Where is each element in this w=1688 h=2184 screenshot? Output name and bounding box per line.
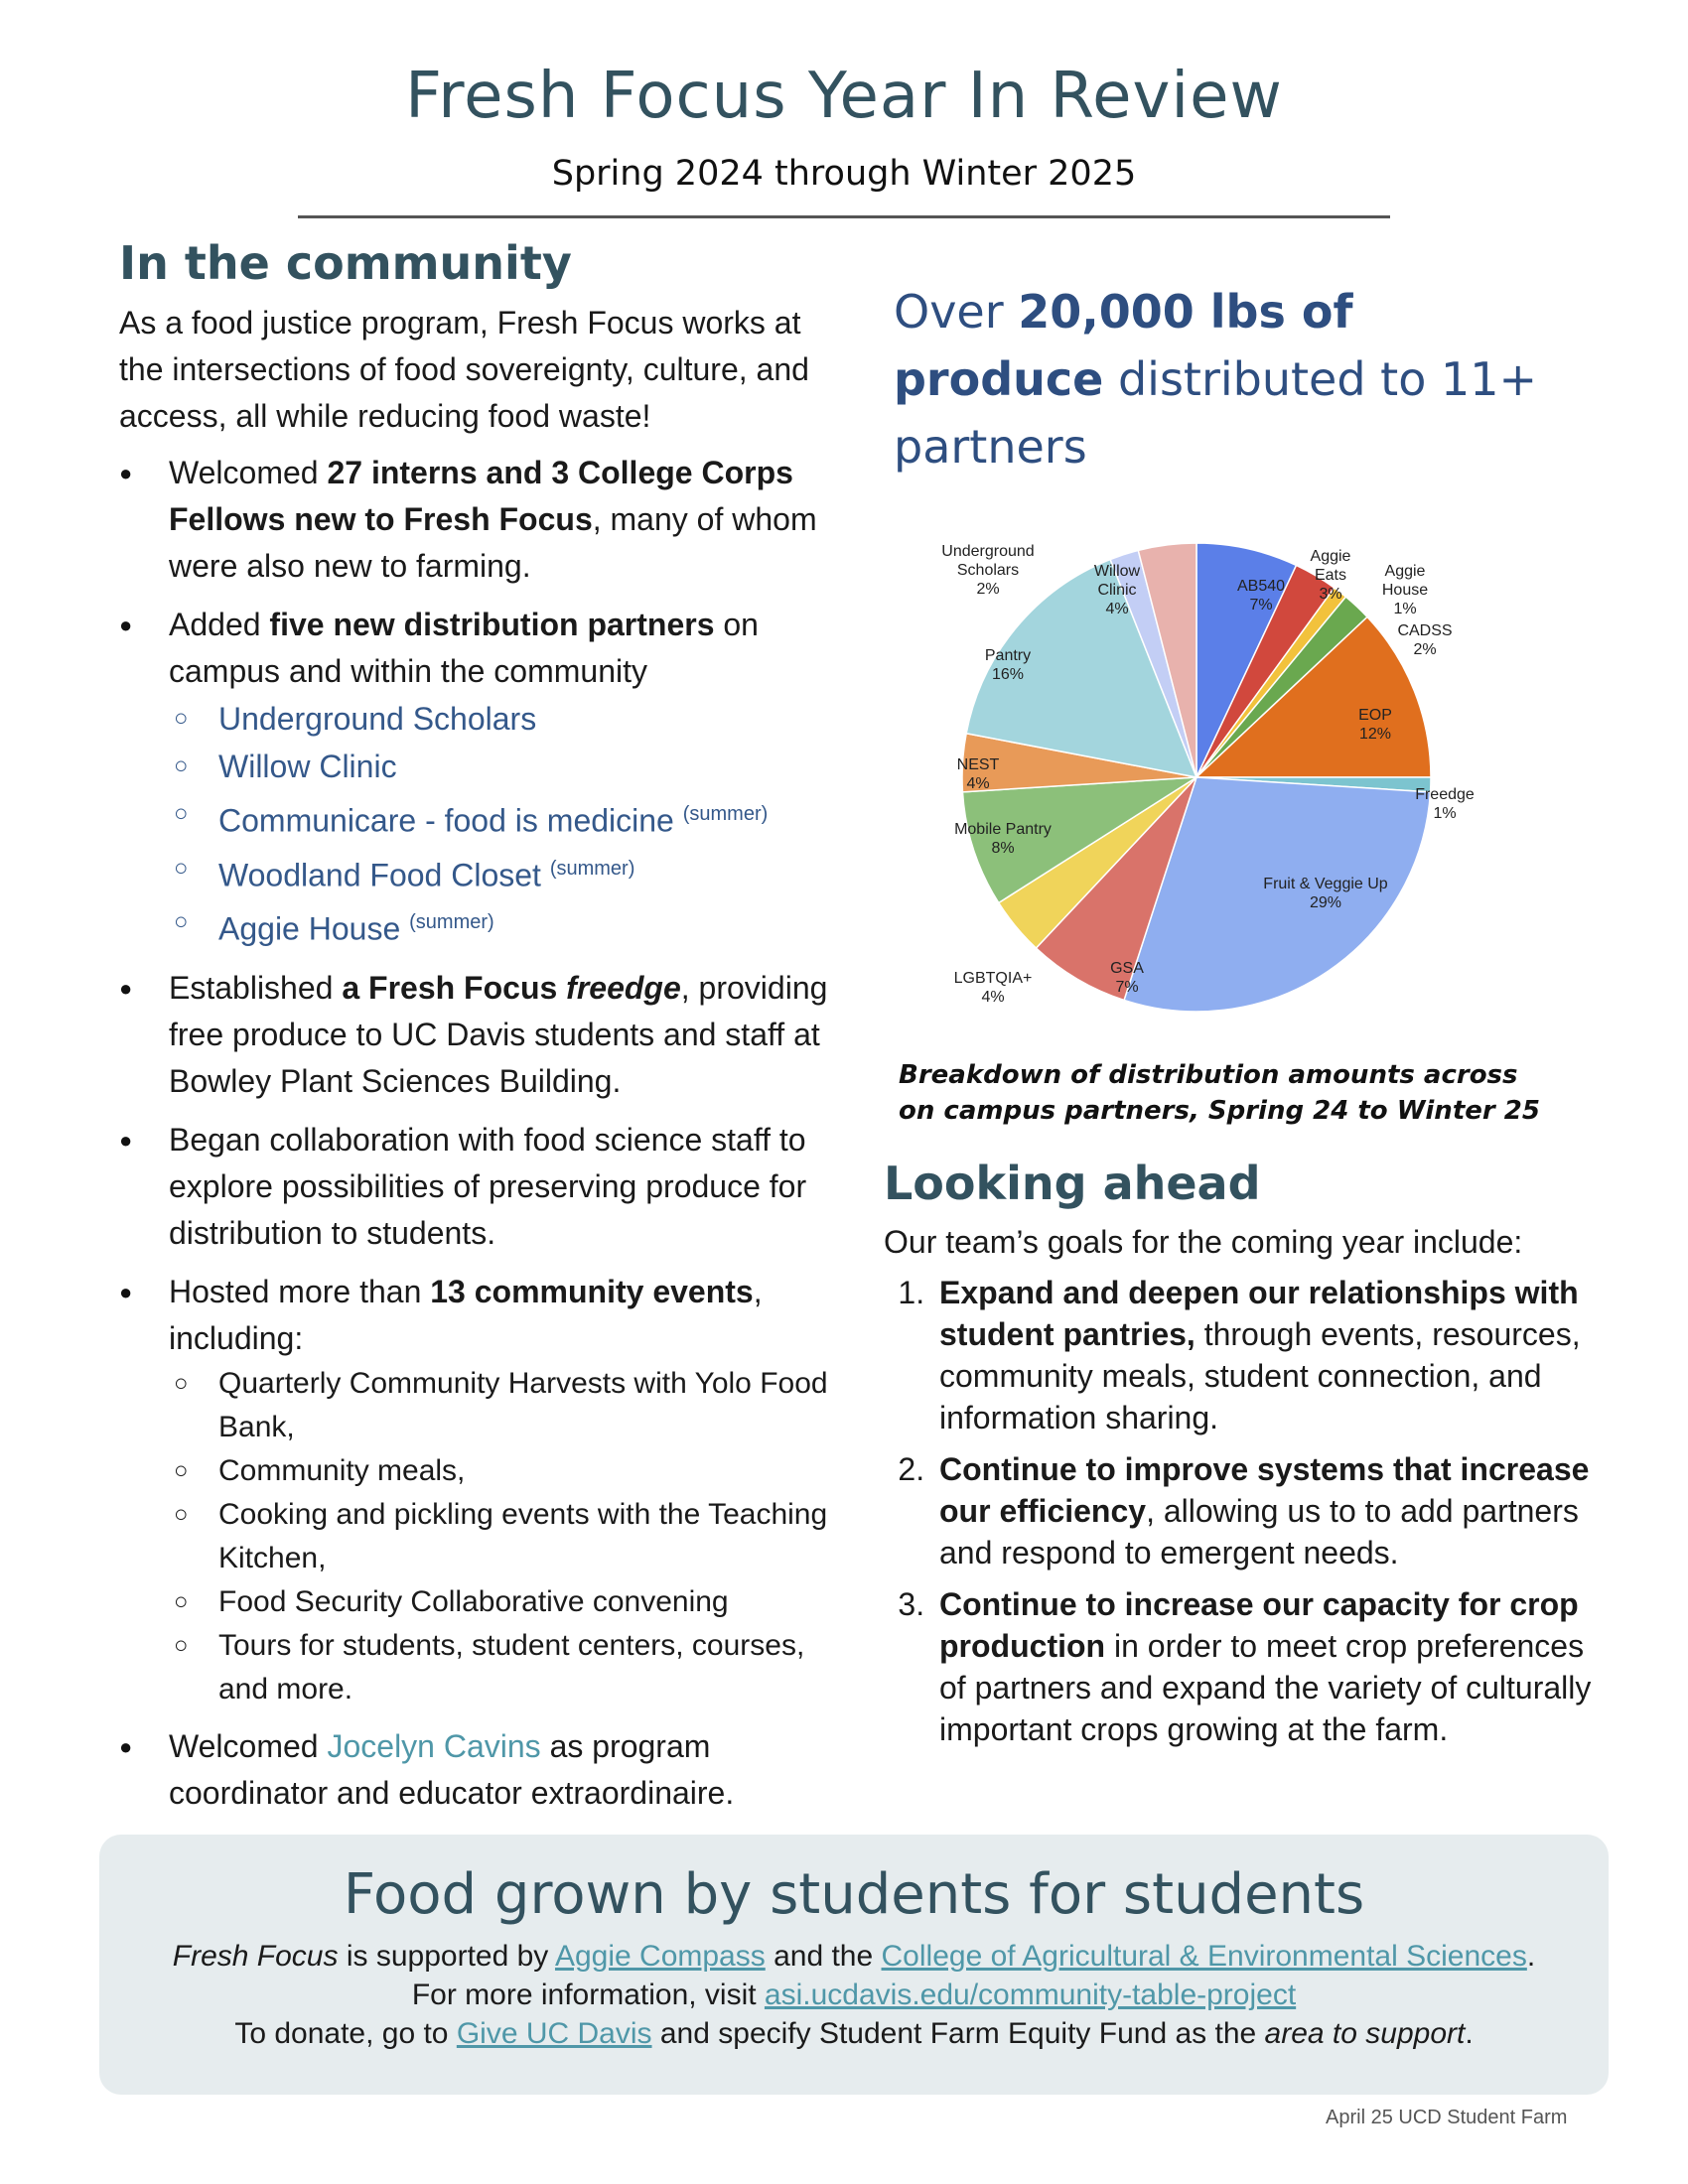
list-item: ● Established a Fresh Focus freedge, providing free produce to UC Davis students and staff at Bowley Plant Sciences Building. xyxy=(119,965,844,1105)
pie-label: CADSS 2% xyxy=(1397,622,1453,658)
looking-ahead-heading: Looking ahead xyxy=(884,1157,1261,1210)
pie-label: Fruit & Veggie Up 29% xyxy=(1263,876,1388,911)
pie-label: Willow Clinic 4% xyxy=(1093,563,1141,617)
footer-note: April 25 UCD Student Farm xyxy=(1326,2107,1568,2128)
pie-label: Aggie Eats 3% xyxy=(1310,548,1351,603)
distribution-pie-chart xyxy=(928,521,1484,1037)
partner-item: ○ Underground Scholars xyxy=(169,695,844,743)
community-intro: As a food justice program, Fresh Focus works at the intersections of food sovereignty, culture, and access, all while reducing food waste! xyxy=(119,305,809,434)
partner-item: ○ Willow Clinic xyxy=(169,743,844,790)
banner-line-donate: To donate, go to Give UC Davis and specify Student Farm Equity Fund as the area to support. xyxy=(234,2017,1474,2050)
partner-item: ○ Communicare - food is medicine $^{(summer)}$ xyxy=(169,790,844,845)
event-item: ○ Community meals, xyxy=(169,1449,844,1493)
goal-item: 2. Continue to improve systems that increase our efficiency, allowing us to to add partners and respond to emergent needs. xyxy=(933,1448,1609,1573)
pie-label: Freedge 1% xyxy=(1415,786,1475,822)
community-heading: In the community xyxy=(119,236,572,290)
pie-label: Mobile Pantry 8% xyxy=(954,821,1052,857)
list-item: ● Welcomed Jocelyn Cavins as program coordinator and educator extraordinaire. xyxy=(119,1723,844,1817)
community-list xyxy=(119,450,844,1817)
looking-ahead-section xyxy=(884,1157,1609,1760)
pie-label: NEST 4% xyxy=(956,756,1000,792)
give-uc-davis-link[interactable]: Give UC Davis xyxy=(456,2017,652,2050)
banner-line-support: Fresh Focus is supported by Aggie Compass and the College of Agricultural & Environmental Sciences. xyxy=(172,1940,1536,1973)
event-item: ○ Food Security Collaborative convening xyxy=(169,1580,844,1624)
pie-label: LGBTQIA+ 4% xyxy=(953,970,1033,1006)
title-divider xyxy=(298,215,1390,218)
info-url-link[interactable]: asi.ucdavis.edu/community-table-project xyxy=(764,1979,1297,2011)
list-item: ● Welcomed 27 interns and 3 College Corps Fellows new to Fresh Focus, many of whom were also new to farming. xyxy=(119,450,844,590)
goal-item: 3. Continue to increase our capacity for crop production in order to meet crop preferences of partners and expand the variety of culturally important crops growing at the farm. xyxy=(933,1583,1609,1750)
goal-item: 1. Expand and deepen our relationships with student pantries, through events, resources, community meals, student connection, and information sharing. xyxy=(933,1272,1609,1438)
banner-line-info: For more information, visit asi.ucdavis.edu/community-table-project xyxy=(411,1979,1297,2011)
banner-title: Food grown by students for students xyxy=(343,1862,1365,1927)
coordinator-link[interactable]: Jocelyn Cavins xyxy=(327,1727,541,1764)
pie-label: AB540 7% xyxy=(1236,578,1286,614)
produce-headline: Over 20,000 lbs of produce distributed to 11+ partners xyxy=(894,285,1538,474)
pie-label: EOP 12% xyxy=(1358,707,1392,743)
aggie-compass-link[interactable]: Aggie Compass xyxy=(554,1940,766,1973)
partner-item: ○ Aggie House $^{(summer)}$ xyxy=(169,898,844,953)
list-item: ● Added five new distribution partners on campus and within the community ○ Underground Scholars ○ Willow Clinic ○ Communicare - food is medicine $^{(summer)}$ ○ Woodland Food Closet $^{(summer)}$ ○ Aggie House $^{(summer)}$ xyxy=(119,602,844,953)
pie-label: Aggie House 1% xyxy=(1381,563,1429,617)
event-item: ○ Quarterly Community Harvests with Yolo Food Bank, xyxy=(169,1362,844,1449)
page-subtitle: Spring 2024 through Winter 2025 xyxy=(551,154,1137,194)
partner-list xyxy=(169,695,844,953)
list-item: ● Hosted more than 13 community events, including: ○ Quarterly Community Harvests with Yolo Food Bank, ○ Community meals, ○ Cooking and pickling events with the Teaching Kitchen, ○ Food Security Collaborative convening ○ Tours for students, student centers, courses, and more. xyxy=(119,1269,844,1711)
pie-label: Underground Scholars 2% xyxy=(941,543,1035,598)
chart-caption: Breakdown of distribution amounts across on campus partners, Spring 24 to Winter 25 xyxy=(899,1060,1540,1126)
page-title: Fresh Focus Year In Review xyxy=(405,60,1283,133)
events-list xyxy=(169,1362,844,1711)
list-item: ● Began collaboration with food science staff to explore possibilities of preserving produce for distribution to students. xyxy=(119,1117,844,1257)
goals-lead: Our team’s goals for the coming year include: xyxy=(884,1224,1523,1260)
pie-label: Pantry 16% xyxy=(984,647,1032,683)
partner-item: ○ Woodland Food Closet $^{(summer)}$ xyxy=(169,845,844,899)
community-section xyxy=(119,236,844,1829)
event-item: ○ Tours for students, student centers, courses, and more. xyxy=(169,1624,844,1711)
headline-block xyxy=(894,278,1589,480)
goals-list xyxy=(884,1272,1609,1750)
pie-label: GSA 7% xyxy=(1110,960,1144,996)
event-item: ○ Cooking and pickling events with the Teaching Kitchen, xyxy=(169,1493,844,1580)
caes-link[interactable]: College of Agricultural & Environmental Sciences xyxy=(881,1940,1527,1973)
support-banner xyxy=(99,1835,1609,2095)
